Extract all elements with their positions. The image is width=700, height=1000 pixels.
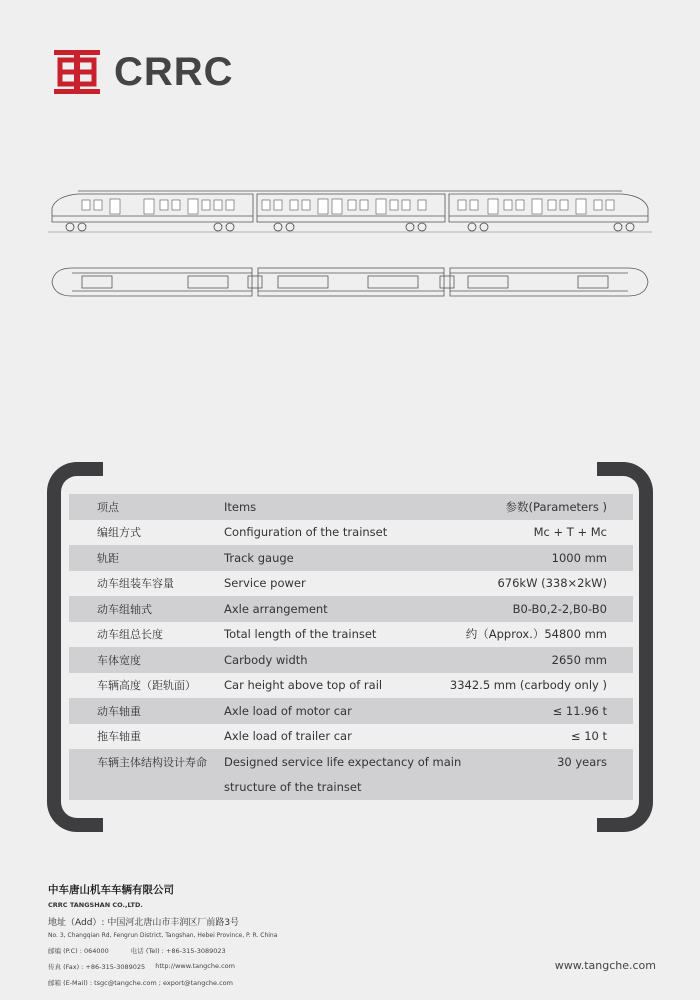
email[interactable]: 邮箱 (E-Mail) : tsgc@tangche.com ; export@tangche.com [48,979,233,987]
row-cn: 车辆主体结构设计寿命 [97,755,207,769]
address-en: No. 3, Changqian Rd, Fengrun District, Tangshan, Hebei Province, P. R. China [48,932,278,939]
row-value: Mc + T + Mc [533,525,607,540]
row-value: 2650 mm [551,652,607,667]
contact-line-1 [48,946,658,955]
row-item: Service power [224,576,306,591]
row-cn: 动车组总长度 [97,628,163,642]
table-row [69,596,633,622]
row-cn: 轨距 [97,551,119,565]
row-cn: 拖车轴重 [97,730,141,744]
table-row [69,571,633,597]
company-name-en: CRRC TANGSHAN CO.,LTD. [48,901,143,909]
row-value: B0-B0,2-2,B0-B0 [512,601,607,616]
telephone: 电话 (Tel) : +86-315-3089023 [130,947,226,955]
fax: 传真 (Fax) : +86-315-3089025 [48,963,146,971]
row-item: Axle load of trailer car [224,729,352,744]
table-row [69,622,633,648]
row-cn: 动车组轴式 [97,602,152,616]
row-item: Track gauge [224,550,294,565]
crrc-logo-icon [52,48,102,96]
row-value: 3342.5 mm (carbody only ) [449,678,607,693]
brand-name: CRRC [114,50,234,94]
row-cn: 车体宽度 [97,653,141,667]
table-row [69,749,633,775]
row-item: structure of the trainset [224,780,362,795]
row-item: Total length of the trainset [224,627,377,642]
row-value: 1000 mm [551,550,607,565]
table-header-row [69,494,633,520]
company-name-cn: 中车唐山机车车辆有限公司 [48,884,174,896]
row-value: 约（Approx.）54800 mm [465,627,607,642]
table-row [69,698,633,724]
website-link[interactable]: www.tangche.com [554,959,656,972]
header-cn: 项点 [97,500,119,514]
row-cn: 动车轴重 [97,704,141,718]
contact-line-3 [48,978,658,987]
row-value: 30 years [557,754,607,769]
table-row [69,520,633,546]
train-top-view-drawing [48,262,652,302]
row-cn: 动车组装车容量 [97,577,174,591]
row-value: ≤ 11.96 t [552,703,607,718]
table-row [69,775,633,801]
postcode: 邮编 (P.C) : 064000 [48,947,109,955]
row-item: Designed service life expectancy of main [224,754,462,769]
row-item: Car height above top of rail [224,678,383,693]
web-link[interactable]: http://www.tangche.com [155,962,235,970]
header-parameters: 参数(Parameters ) [505,499,607,514]
table-row [69,647,633,673]
table-row [69,545,633,571]
row-item: Axle load of motor car [224,703,352,718]
table-row [69,724,633,750]
parameters-table [69,494,633,800]
row-value: 676kW (338×2kW) [497,576,607,591]
train-side-view-drawing [48,186,652,236]
row-item: Axle arrangement [224,601,328,616]
header-items: Items [224,499,257,514]
row-cn: 编组方式 [97,526,141,540]
table-row [69,673,633,699]
row-item: Configuration of the trainset [224,525,388,540]
row-item: Carbody width [224,652,308,667]
address-cn: 地址（Add）: 中国河北唐山市丰润区厂前路3号 [48,918,240,928]
brand-logo [52,48,234,96]
row-cn: 车辆高度（距轨面） [97,679,196,693]
row-value: ≤ 10 t [570,729,607,744]
